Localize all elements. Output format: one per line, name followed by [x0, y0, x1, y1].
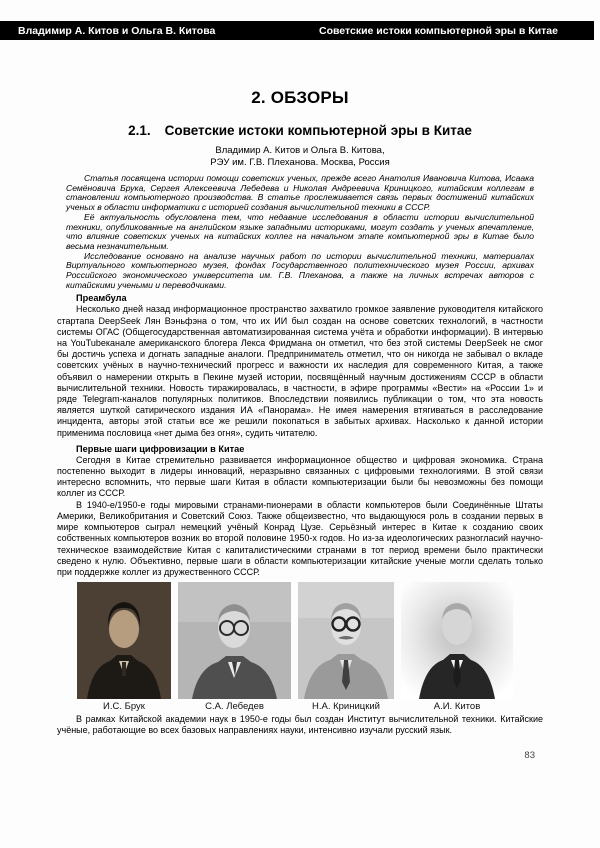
- preamble-body: [57, 304, 543, 438]
- portrait-image-lebedev: [178, 582, 291, 699]
- running-header-authors: Владимир А. Китов и Ольга В. Китова: [18, 24, 216, 37]
- portraits-row: [77, 582, 543, 712]
- portrait-figure-kitov: [401, 582, 513, 712]
- first-steps-heading: Первые шаги цифровизации в Китае: [76, 443, 245, 454]
- authors-line-1: Владимир А. Китов и Ольга В. Китова,: [215, 145, 385, 156]
- photo-caption-krinitskiy: Н.А. Криницкий: [311, 701, 380, 713]
- portrait-image-krinitskiy: [298, 582, 394, 699]
- photo-caption-kitov: А.И. Китов: [433, 701, 481, 713]
- photo-caption-lebedev: С.А. Лебедев: [205, 701, 264, 713]
- running-header-title: Советские истоки компьютерной эры в Китае: [318, 24, 558, 37]
- abstract-paragraph-3: Исследование основано на анализе научных работ по истории вычислительной техники, материалах Виртуального компьютерного музея, фондах Государственного политехнического музея России, архивах Российского экономического университета им. Г.В. Плеханова, а также на личных встречах авторов с китайскими учеными и переводчиками.: [66, 250, 534, 290]
- section-heading: [57, 123, 543, 138]
- page-number: 83: [524, 750, 535, 761]
- section-number: 2.1.: [128, 123, 151, 138]
- portrait-image-bruk: [77, 582, 171, 699]
- first-steps-body: [57, 455, 543, 578]
- preamble-heading: Преамбула: [76, 293, 127, 304]
- abstract-paragraph-1: Статья посвящена истории помощи советских ученых, прежде всего Анатолия Ивановича Китова, Исаака Семёновича Брука, Сергея Алексеевича Лебедева и Николая Андреевича Криницкого, китайским коллегам в становлении компьютерного производства. В статье прослеживается связь первых достижений китайских ученых в области информатики с историей создания вычислительной техники в СССР.: [66, 173, 534, 213]
- section-title: Советские истоки компьютерной эры в Китае: [164, 123, 472, 138]
- abstract: [66, 174, 534, 290]
- running-header-bar: [0, 21, 594, 40]
- portrait-figure-bruk: [77, 582, 171, 712]
- first-steps-paragraph-2: В 1940-е/1950-е годы мировыми странами-пионерами в области компьютеров были Соединённые Штаты Америки, Великобритания и Советский Союз. Также общеизвестно, что выдающуюся роль в создании первых в мире компьютеров сыграл немецкий учёный Конрад Цузе. Серьёзный интерес в Китае к созданию своих собственных компьютеров возник во второй половине 1950-х годов. Но из-за идеологических разногласий научно-техническое взаимодействие Китая с капиталистическими странами в тот период времени было практически сведено к нулю. Объективно, первые шаги в области компьютеризации китайские ученые могли сделать только при поддержке коллег из дружественного СССР.: [57, 499, 543, 577]
- portrait-figure-lebedev: [178, 582, 291, 712]
- chapter-title: 2. ОБЗОРЫ: [251, 88, 349, 107]
- abstract-paragraph-2: Её актуальность обусловлена тем, что недавние исследования в области истории вычислительной техники, опубликованные на английском языке западными историками, могут создать у ученых впечатление, что влияние советских ученых на китайских коллег на начальном этапе компьютерной эры в Китае было весьма незначительным.: [66, 211, 534, 251]
- authors-line-2: РЭУ им. Г.В. Плеханова. Москва, Россия: [210, 157, 390, 168]
- authors-block: [57, 145, 543, 169]
- photo-caption-bruk: И.С. Брук: [103, 701, 145, 713]
- closing-paragraph: В рамках Китайской академии наук в 1950-е годы был создан Институт вычислительной техники. Китайские учёные, работающие во всех базовых направлениях науки, интенсивно изучали русский язык.: [57, 714, 543, 736]
- preamble-paragraph: Несколько дней назад информационное пространство захватило громкое заявление руководителя китайского стартапа DeepSeek Лян Вэньфэна о том, что их ИИ был создан на основе советских технологий, в частности системы ОГАС (Общегосударственная автоматизированная система учёта и обработки информации). В интервью на YouTubeканале американского блогера Лекса Фридмана он отметил, что без этой системы DeepSeek не смог бы достичь успеха и догнать западные аналоги. Предприниматель отметил, что он никогда не забывал о вкладе советских учёных в научно-технический прогресс и важности их наследия для современного Китая, а также объявил о намерении открыть в Пекине музей истории, посвящённый научным достижениям СССР в области вычислительной техники. Новость тиражировалась, в частности, в эфире программы «Вести» на «России 1» и ряде Telegram-каналов популярных политиков. Впоследствии появились публикации о том, что эта новость является шуткой сатирического издания ИА «Панорама». Не имея намерения втягиваться в расследование инцидента, авторы этой статьи все же решили покопаться в забытых архивах. Насколько к данной истории применима пословица «нет дыма без огня», судить читателю.: [57, 304, 543, 438]
- closing-body: [57, 714, 543, 736]
- portrait-image-kitov: [401, 582, 513, 699]
- page-content: [57, 88, 543, 737]
- first-steps-paragraph-1: Сегодня в Китае стремительно развивается информационное общество и цифровая экономика. Страна постепенно выходит в лидеры инноваций, неразрывно связанных с цифровыми технологиями. В этой связи интересно вспомнить, что первые шаги Китая в области компьютеризации были бы невозможны без помощи коллег из СССР.: [57, 454, 543, 499]
- portrait-figure-krinitskiy: [298, 582, 394, 712]
